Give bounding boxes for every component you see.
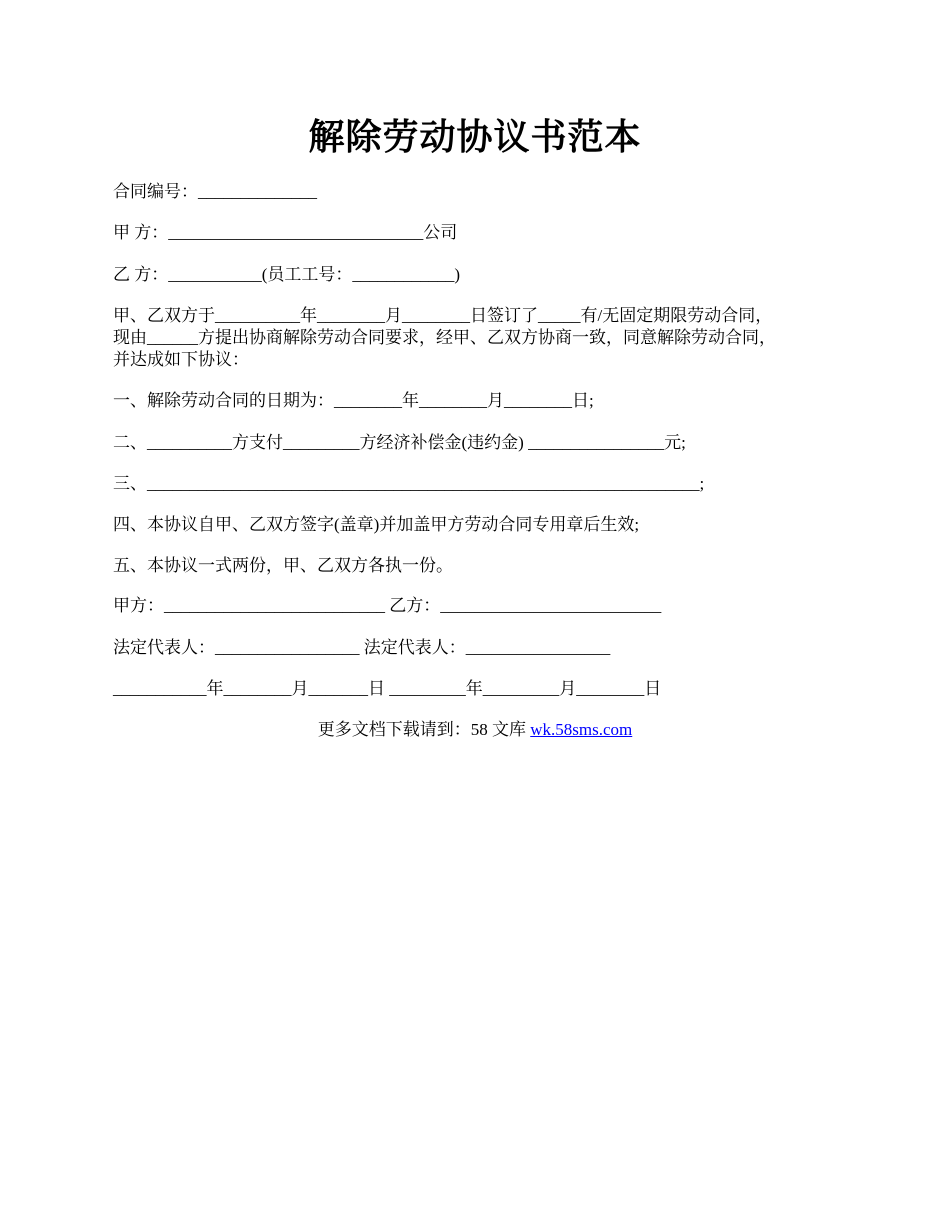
- clause-3: 三、_________________________________________________________________;: [113, 474, 705, 493]
- footer: [0, 719, 950, 741]
- clause-4: 四、本协议自甲、乙双方签字(盖章)并加盖甲方劳动合同专用章后生效;: [113, 515, 640, 534]
- clause-2: 二、__________方支付_________方经济补偿金(违约金) ________________元;: [113, 433, 686, 452]
- intro-line-1: 甲、乙双方于__________年________月________日签订了_____有/无固定期限劳动合同，: [113, 306, 773, 325]
- intro-line-3: 并达成如下协议：: [113, 350, 249, 369]
- signature-dates-line: ___________年________月_______日 _________年_________月________日: [113, 679, 662, 698]
- document-title: 解除劳动协议书范本: [308, 117, 642, 157]
- clause-5: 五、本协议一式两份，甲、乙双方各执一份。: [113, 556, 453, 575]
- footer-link[interactable]: wk.58sms.com: [530, 720, 633, 739]
- clause-1: 一、解除劳动合同的日期为：________年________月________日;: [113, 391, 594, 410]
- party-b-line: 乙 方：___________(员工工号：____________): [113, 265, 461, 284]
- signature-parties-line: 甲方：__________________________ 乙方：__________________________: [113, 596, 662, 615]
- contract-number-line: 合同编号：______________: [113, 182, 317, 201]
- party-a-line: 甲 方：______________________________公司: [113, 223, 458, 242]
- intro-line-2: 现由______方提出协商解除劳动合同要求，经甲、乙双方协商一致，同意解除劳动合同，: [113, 328, 776, 347]
- footer-prefix: 更多文档下载请到：58 文库: [317, 720, 531, 739]
- intro-paragraph: [113, 305, 843, 371]
- signature-representatives-line: 法定代表人：_________________ 法定代表人：_________________: [113, 638, 611, 657]
